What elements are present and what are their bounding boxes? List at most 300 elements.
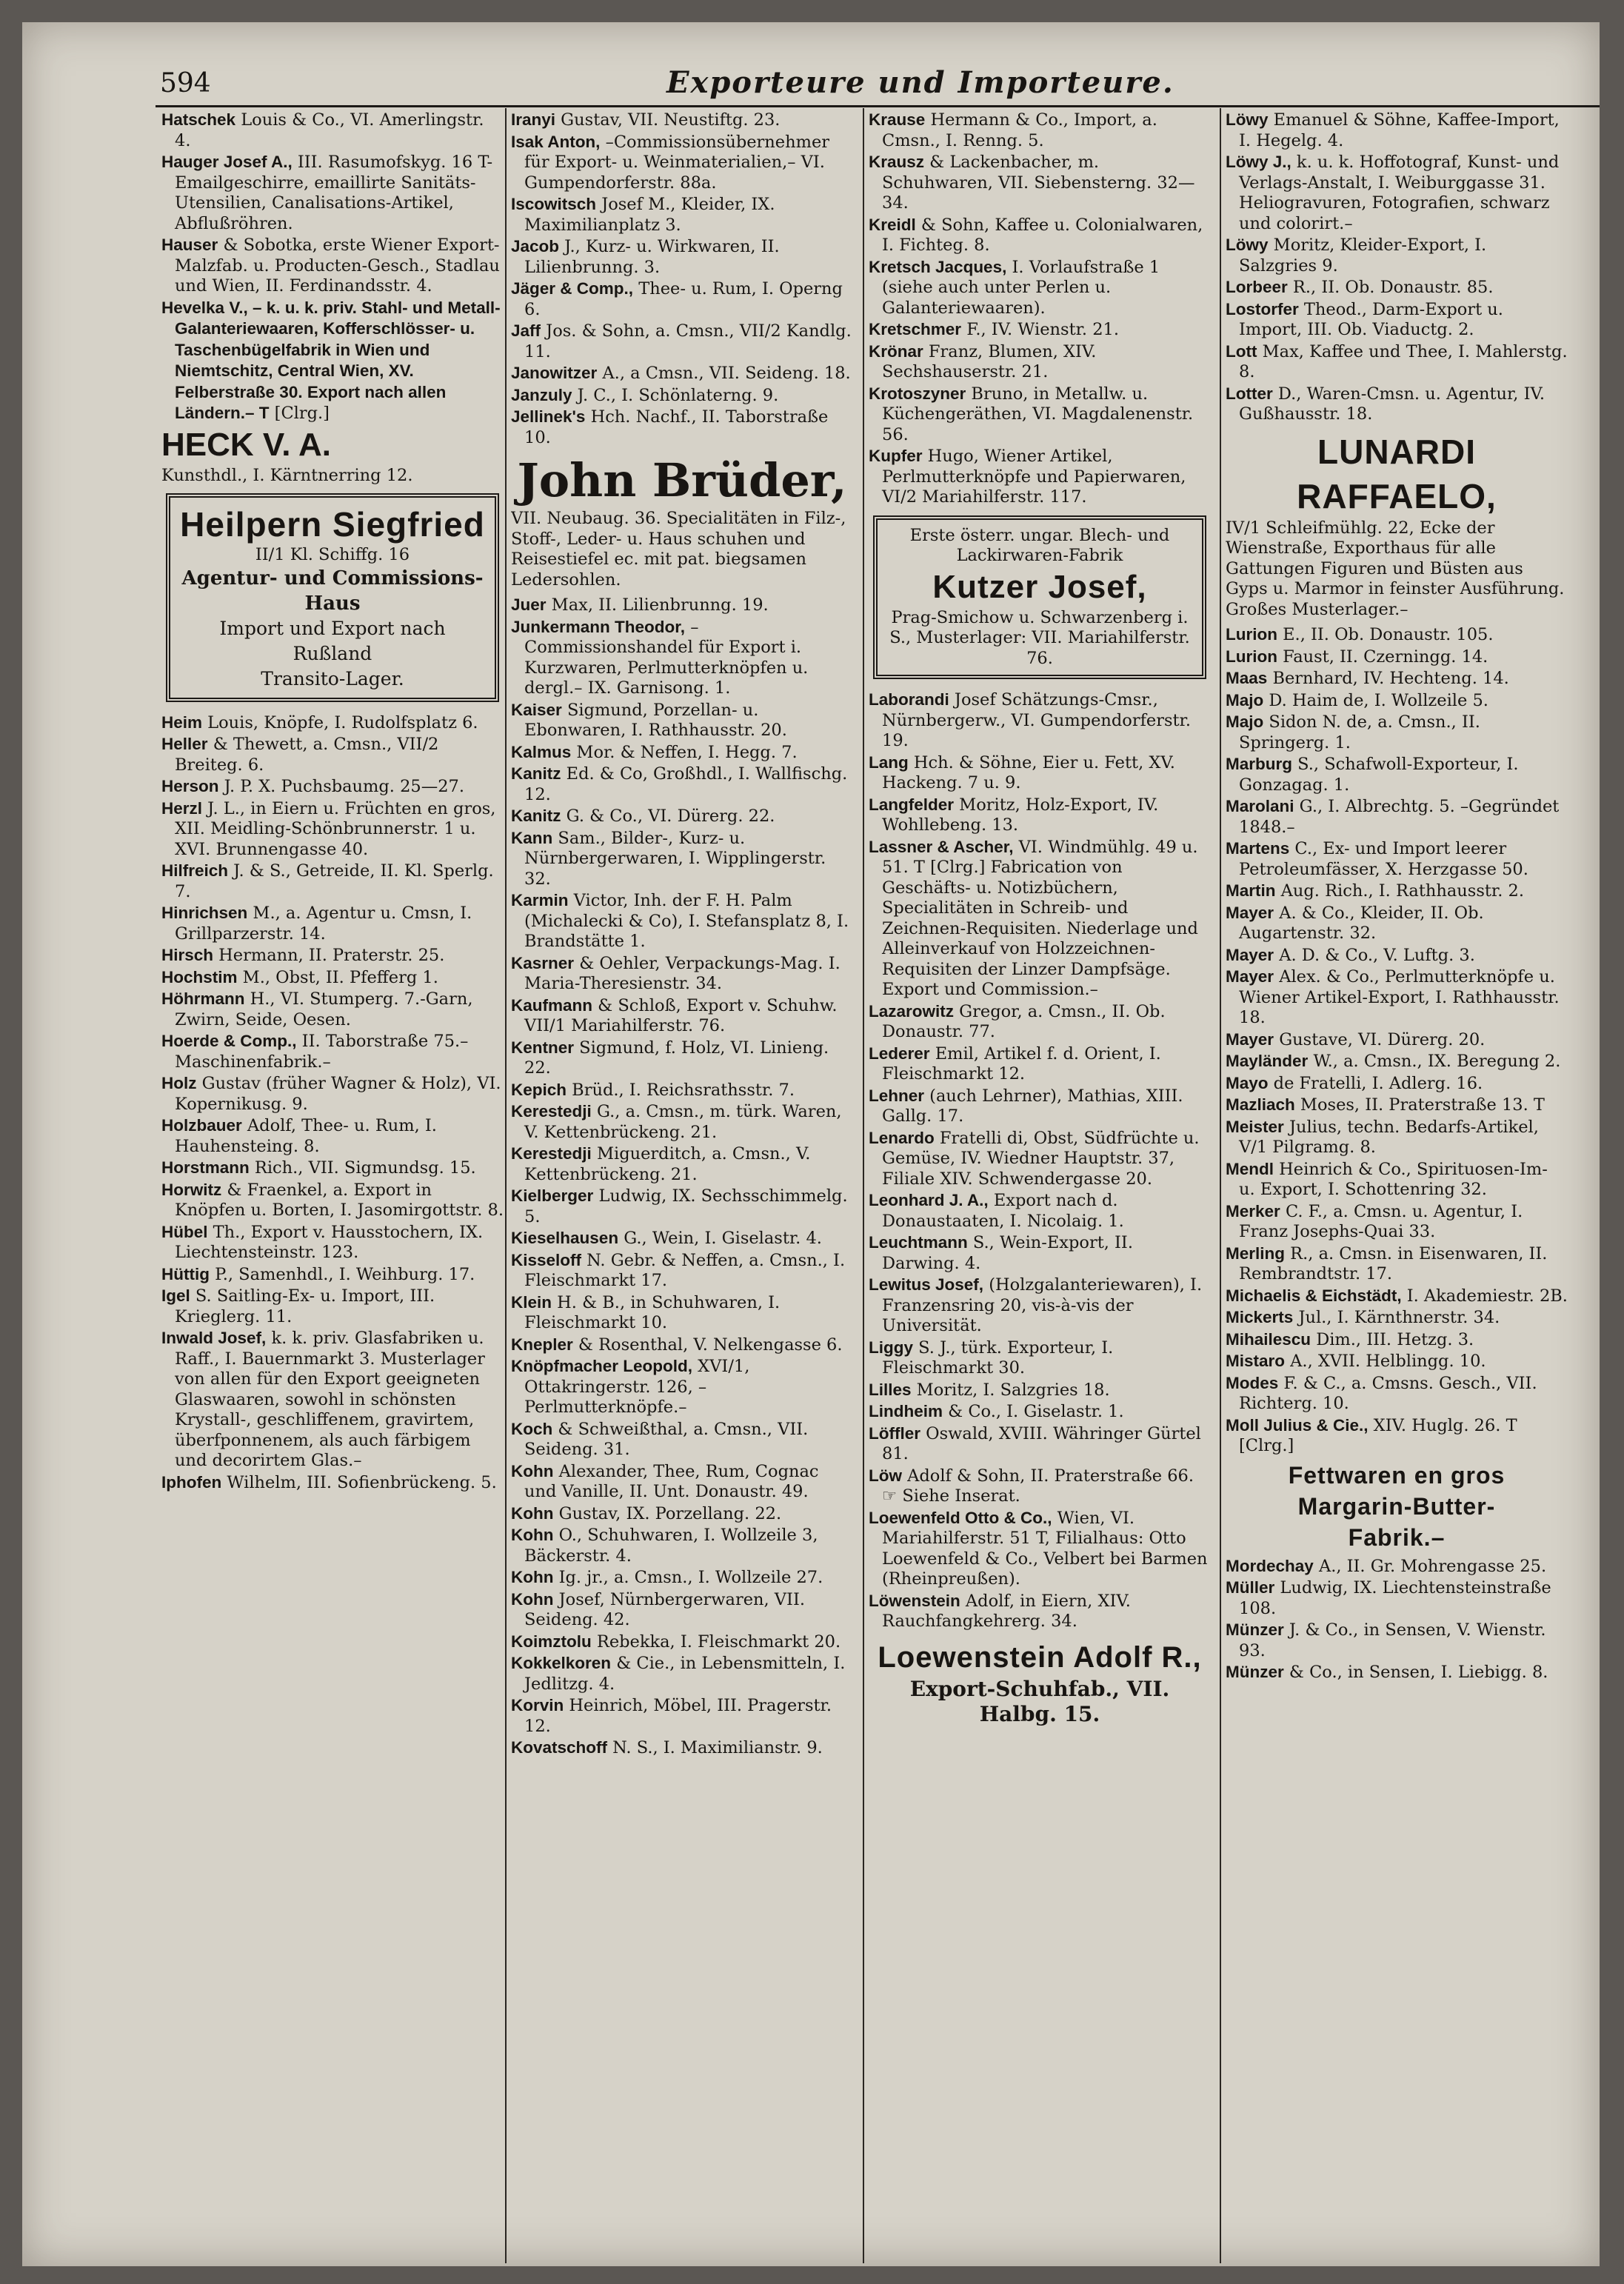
advert-text: Export-Schuhfab., VII. Halbg. 15. <box>909 1676 1170 1726</box>
entry-name: Hirsch <box>161 946 214 964</box>
directory-entry <box>161 1073 504 1115</box>
entry-name: Kalmus <box>511 742 572 761</box>
directory-entry <box>1226 754 1568 795</box>
column-2 <box>511 110 853 2257</box>
column-divider <box>505 108 507 2263</box>
entry-name: Lassner & Ascher, <box>869 837 1014 856</box>
entry-details: Hugo, Wiener Artikel, Perlmutterknöpfe und Papierwaren, VI/2 Mariahilferstr. 117. <box>882 447 1186 507</box>
entry-name: Knepler <box>511 1335 573 1354</box>
directory-entry <box>1226 299 1568 341</box>
entry-name: Horstmann <box>161 1158 250 1177</box>
directory-entry <box>1226 1117 1568 1158</box>
directory-entry <box>161 110 504 151</box>
directory-entry <box>161 235 504 297</box>
directory-entry <box>1226 1243 1568 1285</box>
entry-name: Kretsch Jacques, <box>869 257 1007 276</box>
entry-details: N. S., I. Maximilianstr. 9. <box>607 1738 823 1757</box>
entry-name: Heim <box>161 712 203 732</box>
entry-details: D., Waren-Cmsn. u. Agentur, IV. Gußhausstr. 18. <box>1239 384 1545 424</box>
entry-details: XVI/1, Ottakringerstr. 126, –Perlmutterknöpfe.– <box>524 1357 750 1417</box>
entry-details: Gustav, IX. Porzellang. 22. <box>553 1503 782 1523</box>
entry-name: Lindheim <box>869 1402 943 1420</box>
directory-entry <box>511 1589 853 1631</box>
entry-name: Koimztolu <box>511 1632 592 1651</box>
entry-name: Heller <box>161 735 208 753</box>
entry-details: Heinrich & Co., Spirituosen-Im- u. Export, I. Schottenring 32. <box>1239 1159 1548 1199</box>
entry-name: Löwy J., <box>1226 153 1291 171</box>
entry-name: Merker <box>1226 1201 1280 1221</box>
directory-entry <box>1226 712 1568 753</box>
directory-entry <box>511 110 853 131</box>
advert-name: LUNARDI RAFFAELO, <box>1297 432 1497 515</box>
directory-entry <box>161 1158 504 1179</box>
entry-details: Adolf & Sohn, II. Praterstraße 66. ☞ Siehe Inserat. <box>882 1466 1194 1506</box>
directory-entry <box>161 425 504 465</box>
directory-entry <box>511 1356 853 1418</box>
entry-name: Lederer <box>869 1044 930 1063</box>
entry-details: Fratelli di, Obst, Südfrüchte u. Gemüse, IV. Wiedner Hauptstr. 37, Filiale XIV. Schwendergasse 20. <box>882 1128 1200 1189</box>
directory-entry <box>869 1044 1211 1085</box>
entry-name: Krausz <box>869 153 925 171</box>
entry-details: Hch. Nachf., II. Taborstraße 10. <box>524 407 829 447</box>
directory-entry <box>1226 1662 1568 1683</box>
directory-entry <box>161 152 504 234</box>
entry-name: Kohn <box>511 1568 554 1586</box>
directory-entry <box>511 1186 853 1227</box>
entry-details: Gustav (früher Wagner & Holz), VI. Kopernikusg. 9. <box>175 1074 501 1114</box>
entry-details: G., Wein, I. Giselastr. 4. <box>618 1229 822 1248</box>
entry-details: Moritz, Holz-Export, IV. Wohllebeng. 13. <box>882 795 1159 835</box>
directory-entry <box>869 1001 1211 1043</box>
directory-entry <box>511 1632 853 1653</box>
directory-entry <box>869 384 1211 446</box>
entry-details: Ig. jr., a. Cmsn., I. Wollzeile 27. <box>553 1568 823 1587</box>
entry-name: Mistaro <box>1226 1352 1286 1370</box>
directory-entry <box>1226 624 1568 646</box>
entry-details: III. Rasumofskyg. 16 T-Emailgeschirre, emaillirte Sanitäts-Utensilien, Canalisations-Artikel, Abflußröhren. <box>175 153 493 233</box>
entry-details: Gregor, a. Cmsn., II. Ob. Donaustr. 77. <box>882 1001 1166 1041</box>
entry-details: & Lackenbacher, m. Schuhwaren, VII. Siebensterng. 32—34. <box>882 153 1195 213</box>
entry-details: Oswald, XVIII. Währinger Gürtel 81. <box>882 1423 1201 1463</box>
directory-entry <box>1226 341 1568 383</box>
directory-entry <box>1226 1073 1568 1095</box>
entry-name: Martin <box>1226 881 1276 900</box>
entry-name: Inwald Josef, <box>161 1329 267 1347</box>
advert-moll <box>1226 1460 1568 1553</box>
directory-entry <box>1226 110 1568 151</box>
entry-name: Münzer <box>1226 1620 1284 1639</box>
entry-name: Müller <box>1226 1578 1275 1597</box>
entry-details: G., a. Cmsn., m. türk. Waren, V. Kettenbrückeng. 21. <box>524 1102 842 1142</box>
entry-name: Junkermann Theodor, <box>511 617 686 636</box>
directory-entry <box>161 712 504 734</box>
directory-entry <box>1226 235 1568 276</box>
entry-details: II. Taborstraße 75.–Maschinenfabrik.– <box>175 1032 469 1072</box>
entry-name: Juer <box>511 595 547 614</box>
advert-lunardi <box>1226 430 1568 621</box>
entry-details: J. & Co., in Sensen, V. Wienstr. 93. <box>1239 1620 1546 1660</box>
entry-name: Knöpfmacher Leopold, <box>511 1357 693 1375</box>
entry-details: Dim., III. Hetzg. 3. <box>1311 1329 1474 1349</box>
entry-details: Export nach d. Donaustaaten, I. Nicolaig. 1. <box>882 1191 1124 1231</box>
directory-entry <box>1226 690 1568 712</box>
entry-name: Herzl <box>161 798 203 818</box>
entry-details: & Rosenthal, V. Nelkengasse 6. <box>572 1335 843 1355</box>
entry-name: Koch <box>511 1419 553 1438</box>
directory-entry <box>511 236 853 278</box>
directory-entry <box>511 1228 853 1249</box>
directory-entry <box>511 363 853 384</box>
entry-details: J. P. X. Puchsbaumg. 25—27. <box>218 777 464 796</box>
entry-details: Hermann & Co., Import, a. Cmsn., I. Renng. 5. <box>882 110 1157 150</box>
directory-entry <box>511 1101 853 1143</box>
directory-entry <box>1226 1351 1568 1372</box>
entry-name: Holz <box>161 1074 197 1092</box>
entry-details: Faust, II. Czerningg. 14. <box>1277 647 1488 667</box>
entry-details: H. & B., in Schuhwaren, I. Fleischmarkt 10. <box>524 1292 781 1332</box>
directory-entry <box>511 278 853 320</box>
entry-details: R., a. Cmsn. in Eisenwaren, II. Rembrandtstr. 17. <box>1239 1243 1548 1283</box>
directory-entry <box>869 1275 1211 1337</box>
directory-entry <box>511 828 853 890</box>
directory-entry <box>161 298 504 424</box>
directory-entry <box>511 806 853 827</box>
entry-details: VI. Windmühlg. 49 u. 51. T [Clrg.] Fabrication von Geschäfts- u. Notizbüchern, Specialitäten in Schreib- und Zeichnen-Requisiten. Niederlage und Alleinverkauf von Holzzeichnen-Requisiten der Linzer Dampfsäge. Export und Commission.– <box>882 837 1198 999</box>
directory-entry <box>869 1190 1211 1232</box>
entry-details: [Clrg.] <box>269 404 330 423</box>
entry-name: Isak Anton, <box>511 132 601 151</box>
advert-address: II/1 Kl. Schiffg. 16 <box>255 545 410 564</box>
entry-name: Kann <box>511 828 553 847</box>
entry-details: Bernhard, IV. Hechteng. 14. <box>1267 669 1509 688</box>
directory-entry <box>1226 1051 1568 1072</box>
entry-details: P., Samenhdl., I. Weihburg. 17. <box>209 1264 475 1284</box>
directory-entry <box>511 1080 853 1101</box>
entry-name: Korvin <box>511 1696 564 1714</box>
entry-details: S. J., türk. Exporteur, I. Fleischmarkt 30. <box>882 1338 1114 1378</box>
entry-details: Hermann, II. Praterstr. 25. <box>213 946 445 965</box>
entry-name: Kovatschoff <box>511 1738 608 1757</box>
entry-details: Bruno, in Metallw. u. Küchengeräthen, VI. Magdalenenstr. 56. <box>882 384 1194 444</box>
entry-name: Hevelka V., – k. u. k. priv. Stahl- und Metall-Galanteriewaaren, Kofferschlösser- u. Taschenbügelfabrik in Wien und Niemtschitz, Central Wien, XV. Felberstraße 30. Export nach allen Ländern.– T <box>161 298 501 422</box>
entry-name: Kaiser <box>511 700 562 719</box>
entry-name: Marburg <box>1226 755 1292 773</box>
directory-entry <box>161 1264 504 1286</box>
entry-name: Mayländer <box>1226 1052 1309 1070</box>
entry-name: Kieselhausen <box>511 1229 619 1247</box>
entry-details: Theod., Darm-Export u. Import, III. Ob. Viaductg. 2. <box>1239 299 1503 339</box>
entry-details: A., II. Gr. Mohrengasse 25. <box>1313 1556 1547 1576</box>
entry-details: Moritz, Kleider-Export, I. Salzgries 9. <box>1239 236 1487 276</box>
directory-entry <box>511 1503 853 1525</box>
directory-entry <box>869 1086 1211 1127</box>
entry-name: Hauser <box>161 236 218 254</box>
directory-entry <box>511 1038 853 1079</box>
entry-name: Leonhard J. A., <box>869 1191 989 1209</box>
entry-name: Klein <box>511 1292 552 1312</box>
entry-name: Jacob <box>511 237 560 256</box>
entry-name: Kepich <box>511 1080 567 1099</box>
entry-details: C. F., a. Cmsn. u. Agentur, I. Franz Josephs-Quai 33. <box>1239 1201 1523 1241</box>
entry-details: Wien, VI. Mariahilferstr. 51 T, Filialhaus: Otto Loewenfeld & Co., Velbert bei Barmen (Rheinpreußen). <box>882 1508 1208 1589</box>
directory-entry <box>511 617 853 699</box>
entry-details: Alex. & Co., Perlmutterknöpfe u. Wiener Artikel-Export, I. Rathhausstr. 18. <box>1239 967 1560 1027</box>
entry-details: Jos. & Sohn, a. Cmsn., VII/2 Kandlg. 11. <box>524 321 852 361</box>
entry-name: Kohn <box>511 1503 554 1523</box>
directory-entry <box>1226 881 1568 902</box>
directory-entry <box>869 1508 1211 1590</box>
entry-details: E., II. Ob. Donaustr. 105. <box>1277 625 1494 644</box>
directory-entry <box>1226 1577 1568 1619</box>
directory-entry <box>869 319 1211 341</box>
directory-entry <box>161 776 504 798</box>
entry-name: Igel <box>161 1286 190 1305</box>
entry-details: A. D. & Co., V. Luftg. 3. <box>1274 945 1475 965</box>
entry-details: Alexander, Thee, Rum, Cognac und Vanille, II. Unt. Donaustr. 49. <box>524 1461 819 1501</box>
entry-name: Kohn <box>511 1526 554 1544</box>
entry-details: Thee- u. Rum, I. Operng 6. <box>524 279 843 319</box>
entry-name: Kanitz <box>511 807 561 825</box>
directory-entry <box>511 1737 853 1759</box>
entry-details: Jul., I. Kärnthnerstr. 34. <box>1293 1308 1500 1327</box>
directory-entry <box>511 764 853 805</box>
directory-entry <box>1226 1029 1568 1051</box>
entry-name: Lang <box>869 752 909 772</box>
directory-entry <box>869 795 1211 836</box>
column-divider <box>863 108 864 2263</box>
entry-details: XIV. Huglg. 26. T [Clrg.] <box>1239 1415 1517 1455</box>
directory-entry <box>869 152 1211 214</box>
entry-details: M., Obst, II. Pfefferg 1. <box>237 967 438 987</box>
advert-line: Import und Export nach Rußland <box>219 617 446 664</box>
entry-name: Mayer <box>1226 945 1274 964</box>
entry-name: Kaufmann <box>511 995 593 1015</box>
entry-name: Kerestedji <box>511 1102 592 1121</box>
directory-entry <box>1226 152 1568 234</box>
entry-name: Lott <box>1226 341 1257 361</box>
column-3 <box>869 110 1211 2257</box>
advert-name: Heilpern Siegfried <box>180 505 485 544</box>
entry-details: O., Schuhwaren, I. Wollzeile 3, Bäckerstr. 4. <box>524 1526 818 1566</box>
entry-details: k. u. k. Hoffotograf, Kunst- und Verlags-Anstalt, I. Weiburggasse 31. Heliogravuren, Fotografien, schwarz und colorirt.– <box>1239 153 1560 233</box>
entry-name: Mendl <box>1226 1159 1274 1178</box>
directory-entry <box>1226 647 1568 668</box>
entry-details: & Sohn, Kaffee u. Colonialwaren, I. Fichteg. 8. <box>882 215 1203 255</box>
entry-details: R., II. Ob. Donaustr. 85. <box>1287 278 1494 297</box>
directory-entry <box>511 700 853 741</box>
entry-details: Ludwig, IX. Sechsschimmelg. 5. <box>524 1186 848 1226</box>
directory-entry <box>511 1250 853 1292</box>
entry-name: Langfelder <box>869 795 955 814</box>
entry-details: de Fratelli, I. Adlerg. 16. <box>1268 1073 1483 1093</box>
entry-details: Sam., Bilder-, Kurz- u. Nürnbergerwaren, I. Wipplingerstr. 32. <box>524 828 826 889</box>
entry-name: Mazliach <box>1226 1095 1295 1114</box>
directory-entry <box>869 1128 1211 1190</box>
directory-entry <box>511 321 853 362</box>
entry-details: & Oehler, Verpackungs-Mag. I. Maria-Theresienstr. 34. <box>524 953 841 993</box>
directory-entry <box>1226 796 1568 838</box>
entry-details: F., IV. Wienstr. 21. <box>961 320 1119 339</box>
entry-name: Mihailescu <box>1226 1329 1311 1349</box>
entry-details: & Fraenkel, a. Export in Knöpfen u. Borten, I. Jasomirgottstr. 8. <box>175 1180 504 1220</box>
entry-details: W., a. Cmsn., IX. Beregung 2. <box>1308 1052 1561 1071</box>
column-1 <box>161 110 504 2257</box>
directory-entry <box>511 995 853 1037</box>
directory-entry <box>869 110 1211 151</box>
advert-kutzer <box>873 515 1206 680</box>
advert-line: Fettwaren en gros <box>1288 1461 1506 1489</box>
entry-name: Meister <box>1226 1117 1284 1136</box>
entry-details: Moses, II. Praterstraße 13. T <box>1294 1095 1545 1115</box>
entry-details: A. & Co., Kleider, II. Ob. Augartenstr. 32. <box>1239 903 1484 943</box>
entry-details: C., Ex- und Import leerer Petroleumfässer, X. Herzgasse 50. <box>1239 839 1528 879</box>
directory-entry <box>1226 838 1568 880</box>
directory-entry <box>161 1328 504 1472</box>
entry-details: G. & Co., VI. Dürerg. 22. <box>561 807 775 826</box>
directory-entry <box>869 837 1211 1001</box>
entry-details: F. & C., a. Cmsns. Gesch., VII. Richterg. 10. <box>1239 1373 1537 1413</box>
entry-details: Emanuel & Söhne, Kaffee-Import, I. Hegelg. 4. <box>1239 110 1560 150</box>
entry-name: Janzuly <box>511 385 572 404</box>
entry-details: Josef Schätzungs-Cmsr., Nürnbergerw., VI. Gumpendorferstr. 19. <box>882 690 1191 750</box>
entry-name: Hinrichsen <box>161 904 248 922</box>
entry-details: Heinrich, Möbel, III. Pragerstr. 12. <box>524 1696 832 1736</box>
entry-name: Herson <box>161 777 219 795</box>
entry-details: & Schweißthal, a. Cmsn., VII. Seideng. 31. <box>524 1419 809 1459</box>
directory-entry <box>161 945 504 966</box>
directory-entry <box>869 446 1211 508</box>
entry-details: Gustav, VII. Neustiftg. 23. <box>555 110 781 130</box>
entry-details: J., Kurz- u. Wirkwaren, II. Lilienbrunng. 3. <box>524 237 780 277</box>
entry-details: Max, Kaffee und Thee, I. Mahlerstg. 8. <box>1239 341 1568 381</box>
entry-details: & Cie., in Lebensmitteln, I. Jedlitzg. 4. <box>524 1654 846 1694</box>
entry-details: Rich., VII. Sigmundsg. 15. <box>249 1158 476 1178</box>
entry-name: Leuchtmann <box>869 1233 968 1252</box>
entry-details: J. & S., Getreide, II. Kl. Sperlg. 7. <box>175 861 494 901</box>
directory-entry <box>511 1419 853 1460</box>
entry-details: S. Saitling-Ex- u. Import, III. Krieglerg. 11. <box>175 1286 435 1326</box>
directory-entry <box>1226 1556 1568 1577</box>
directory-entry <box>511 194 853 236</box>
entry-name: Hochstim <box>161 967 238 986</box>
advert-line: Fabrik.– <box>1348 1523 1446 1551</box>
directory-entry <box>1226 1415 1568 1457</box>
entry-name: Kupfer <box>869 447 923 465</box>
entry-name: Lehner <box>869 1086 925 1105</box>
entry-name: Majo <box>1226 712 1264 731</box>
directory-entry <box>1226 1620 1568 1661</box>
entry-name: Martens <box>1226 839 1290 858</box>
entry-name: Hübel <box>161 1222 208 1241</box>
entry-name: Laborandi <box>869 690 949 709</box>
entry-details: Sigmund, f. Holz, VI. Linieng. 22. <box>524 1038 829 1078</box>
directory-entry <box>161 734 504 775</box>
advert-line: Transito-Lager. <box>261 667 404 689</box>
advert-name: Kutzer Josef, <box>932 568 1147 605</box>
entry-name: Loewenfeld Otto & Co., <box>869 1508 1052 1527</box>
advert-line: Agentur- und Commissions-Haus <box>181 567 484 615</box>
entry-details: Wilhelm, III. Sofienbrückeng. 5. <box>221 1472 497 1492</box>
directory-entry <box>161 903 504 944</box>
directory-entry <box>511 1567 853 1589</box>
directory-entry <box>511 890 853 952</box>
directory-entry <box>161 1472 504 1494</box>
entry-name: Löwy <box>1226 110 1269 129</box>
entry-details: Brüd., I. Reichsrathsstr. 7. <box>567 1080 795 1100</box>
entry-name: Krause <box>869 110 926 129</box>
advert-line: Erste österr. ungar. Blech- und Lackirwaren-Fabrik <box>909 525 1170 565</box>
entry-name: Kisseloff <box>511 1250 582 1269</box>
advert-loewenstein <box>869 1638 1211 1727</box>
entry-details: & Co., I. Giselastr. 1. <box>943 1402 1124 1421</box>
directory-entry <box>1226 1373 1568 1415</box>
directory-entry <box>869 1232 1211 1274</box>
entry-name: Maas <box>1226 669 1268 687</box>
directory-entry <box>161 1286 504 1327</box>
entry-details: Adolf, Thee- u. Rum, I. Hauhensteing. 8. <box>175 1116 437 1156</box>
directory-entry <box>511 1335 853 1356</box>
entry-name: Iscowitsch <box>511 195 597 213</box>
entry-name: HECK V. A. <box>161 426 332 463</box>
directory-entry <box>1226 1329 1568 1351</box>
entry-details: Julius, techn. Bedarfs-Artikel, V/1 Pilgramg. 8. <box>1239 1117 1539 1157</box>
entry-details: A., XVII. Helblingg. 10. <box>1285 1352 1486 1371</box>
directory-entry <box>1226 277 1568 298</box>
entry-name: Löw <box>869 1466 902 1485</box>
directory-entry <box>1226 1286 1568 1307</box>
directory-entry <box>869 1338 1211 1379</box>
entry-details: & Schloß, Export v. Schuhw. VII/1 Mariahilferstr. 76. <box>524 995 838 1035</box>
directory-entry <box>161 1115 504 1157</box>
entry-details: S., Schafwoll-Exporteur, I. Gonzagag. 1. <box>1239 755 1519 795</box>
entry-name: Lurion <box>1226 647 1277 666</box>
entry-details: Kunsthdl., I. Kärntnerring 12. <box>161 465 413 485</box>
entry-name: Löwenstein <box>869 1591 960 1610</box>
entry-details: Hch. & Söhne, Eier u. Fett, XV. Hackeng. 7 u. 9. <box>882 752 1175 792</box>
directory-entry <box>869 689 1211 752</box>
directory-entry <box>511 953 853 995</box>
advert-line: Prag-Smichow u. Schwarzenberg i. S., Musterlager: VII. Mariahilferstr. 76. <box>889 607 1190 668</box>
directory-entry <box>161 798 504 861</box>
advert-name: Loewenstein Adolf R., <box>878 1640 1202 1674</box>
entry-details: Miguerditch, a. Cmsn., V. Kettenbrückeng. 21. <box>524 1144 811 1184</box>
entry-details: Th., Export v. Hausstochern, IX. Liechtensteinstr. 123. <box>175 1222 484 1262</box>
directory-entry <box>511 1653 853 1694</box>
entry-details: Josef, Nürnbergerwaren, VII. Seideng. 42. <box>524 1589 805 1629</box>
entry-details: & Co., in Sensen, I. Liebigg. 8. <box>1283 1663 1548 1682</box>
entry-name: Iphofen <box>161 1472 222 1492</box>
entry-details: I. Akademiestr. 2B. <box>1401 1286 1568 1306</box>
directory-entry <box>511 132 853 194</box>
entry-name: Krönar <box>869 341 923 361</box>
entry-name: Krotoszyner <box>869 384 966 403</box>
entry-details: Rebekka, I. Fleischmarkt 20. <box>591 1632 841 1652</box>
directory-entry <box>511 1143 853 1185</box>
advert-name: John Brüder, <box>517 453 847 507</box>
entry-details: (Holzgalanteriewaren), I. Franzensring 20, vis-à-vis der Universität. <box>882 1275 1203 1335</box>
entry-name: Mordechay <box>1226 1556 1314 1575</box>
directory-entry <box>869 1591 1211 1632</box>
directory-entry <box>511 1461 853 1503</box>
entry-name: Höhrmann <box>161 989 245 1008</box>
entry-name: Merling <box>1226 1243 1286 1263</box>
directory-entry <box>869 1380 1211 1401</box>
column-4 <box>1226 110 1568 2257</box>
entry-name: Janowitzer <box>511 364 598 382</box>
entry-name: Kokkelkoren <box>511 1654 612 1672</box>
entry-name: Lenardo <box>869 1128 935 1147</box>
entry-details: Victor, Inh. der F. H. Palm (Michalecki & Co), I. Stefansplatz 8, I. Brandstätte 1. <box>524 891 849 951</box>
